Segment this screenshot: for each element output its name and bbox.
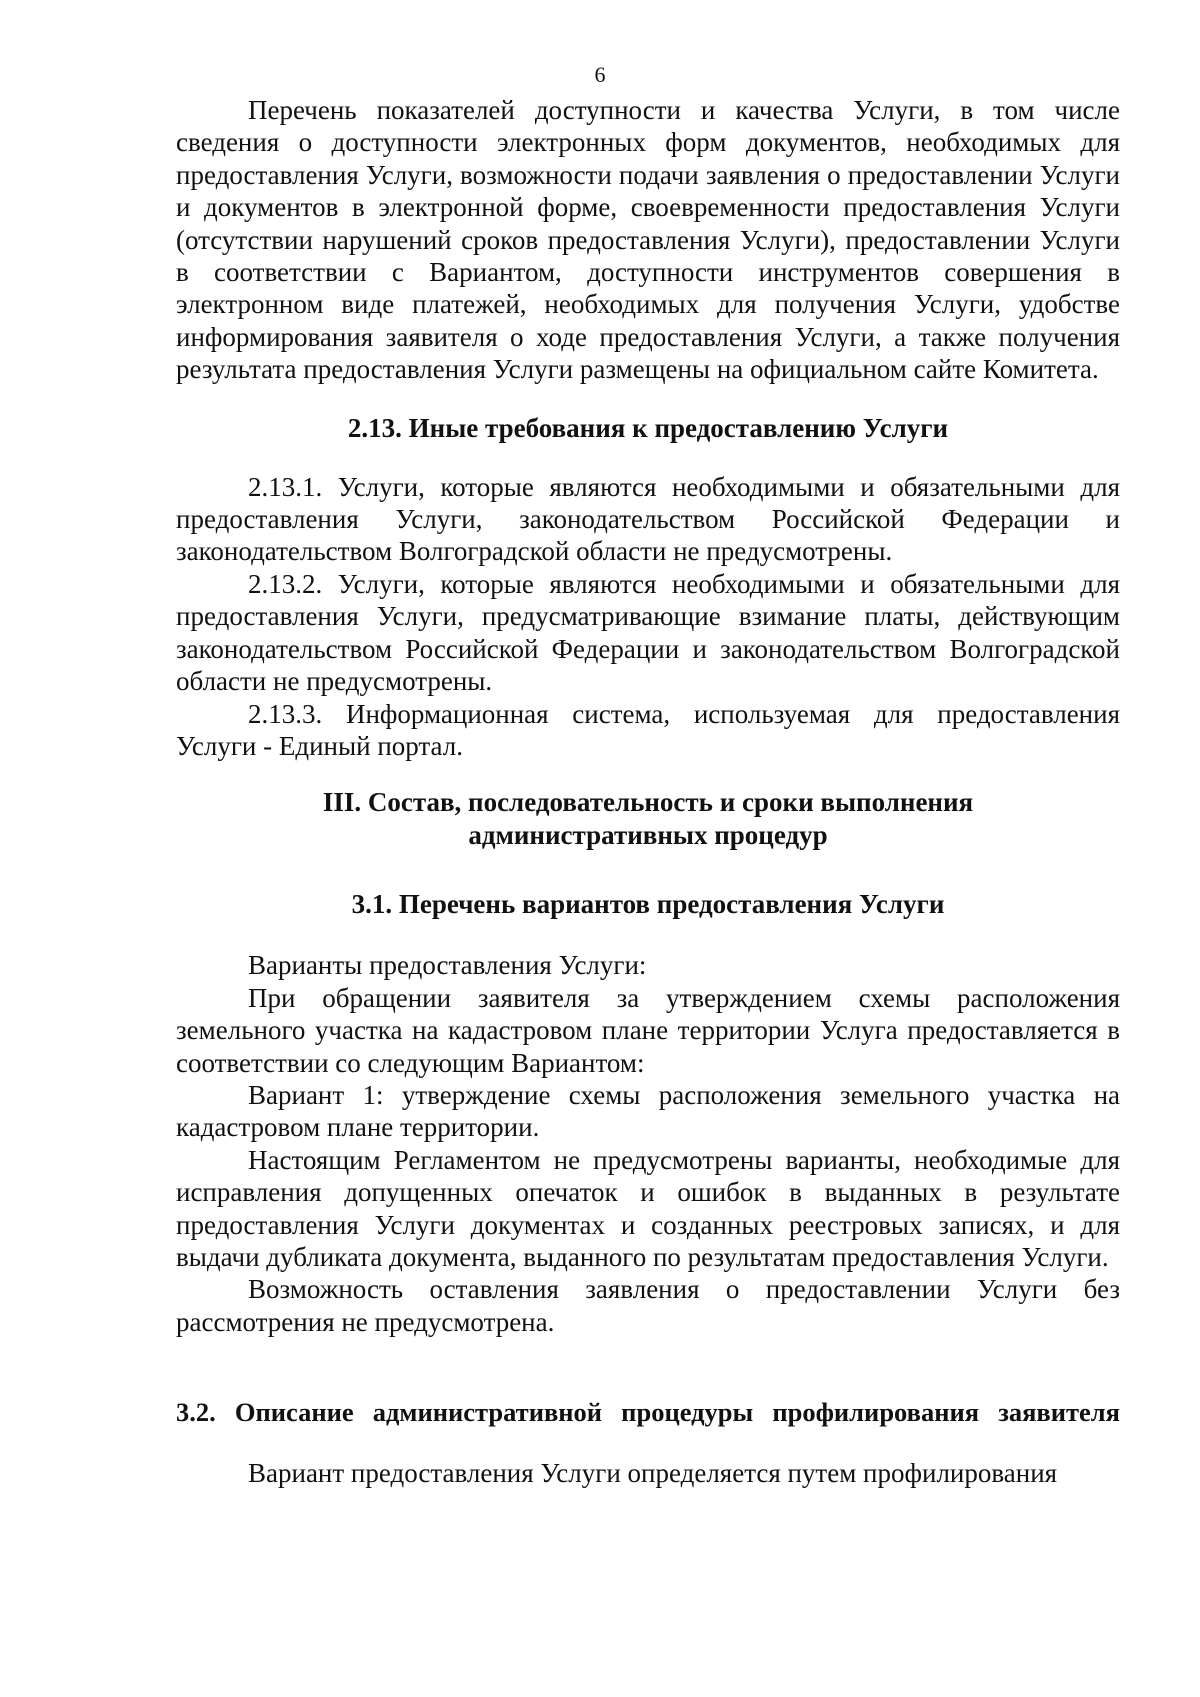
paragraph-2-13-1: 2.13.1. Услуги, которые являются необходимыми и обязательными для предоставления Услуги, законодательством Российской Федерации и законодательством Волгоградской области не предусмотрены. [176, 471, 1120, 567]
paragraph-quality-indicators: Перечень показателей доступности и качества Услуги, в том числе сведения о доступности электронных форм документов, необходимых для предоставления Услуги, возможности подачи заявления о предоставлении Услуги и документов в электронной форме, своевременности предоставления Услуги (отсутствии нарушений сроков предоставления Услуги), предоставлении Услуги в соответствии с Вариантом, доступности инструментов совершения в электронном виде платежей, необходимых для получения Услуги, удобстве информирования заявителя о ходе предоставления Услуги, а также получения результата предоставления Услуги размещены на официальном сайте Комитета. [176, 95, 1120, 385]
heading-2-13: 2.13. Иные требования к предоставлению Услуги [347, 412, 949, 443]
paragraph-no-correction-variants: Настоящим Регламентом не предусмотрены варианты, необходимые для исправления допущенных опечаток и ошибок в выданных в результате предоставления Услуги документах и созданных реестровых записях, и для выдачи дубликата документа, выданного по результатам предоставления Услуги. [176, 1144, 1120, 1272]
page-content [176, 94, 1120, 1490]
paragraph-2-13-2: 2.13.2. Услуги, которые являются необходимыми и обязательными для предоставления Услуги, предусматривающие взимание платы, действующим законодательством Российской Федерации и законодательством Волгоградской области не предусмотрены. [176, 568, 1120, 697]
paragraph-no-dismissal: Возможность оставления заявления о предоставлении Услуги без рассмотрения не предусмотрена. [176, 1274, 1120, 1337]
paragraph-variant-1: Вариант 1: утверждение схемы расположения земельного участка на кадастровом плане территории. [176, 1079, 1120, 1143]
paragraph-2-13-3: 2.13.3. Информационная система, используемая для предоставления Услуги - Единый портал. [176, 698, 1120, 761]
paragraph-profiling-start: Вариант предоставления Услуги определяется путем профилирования [248, 1458, 1058, 1489]
heading-section-3-line1: III. Состав, последовательность и сроки выполнения [322, 787, 974, 818]
heading-3-2: 3.2. Описание административной процедуры профилирования заявителя [176, 1397, 1120, 1428]
heading-section-3-line2: административных процедур [468, 820, 828, 851]
heading-3-1: 3.1. Перечень вариантов предоставления Услуги [351, 889, 945, 920]
paragraph-applicant-request: При обращении заявителя за утверждением схемы расположения земельного участка на кадастровом плане территории Услуга предоставляется в соответствии со следующим Вариантом: [176, 982, 1120, 1078]
paragraph-variants-intro: Варианты предоставления Услуги: [248, 950, 647, 981]
page-number: 6 [594, 62, 606, 87]
